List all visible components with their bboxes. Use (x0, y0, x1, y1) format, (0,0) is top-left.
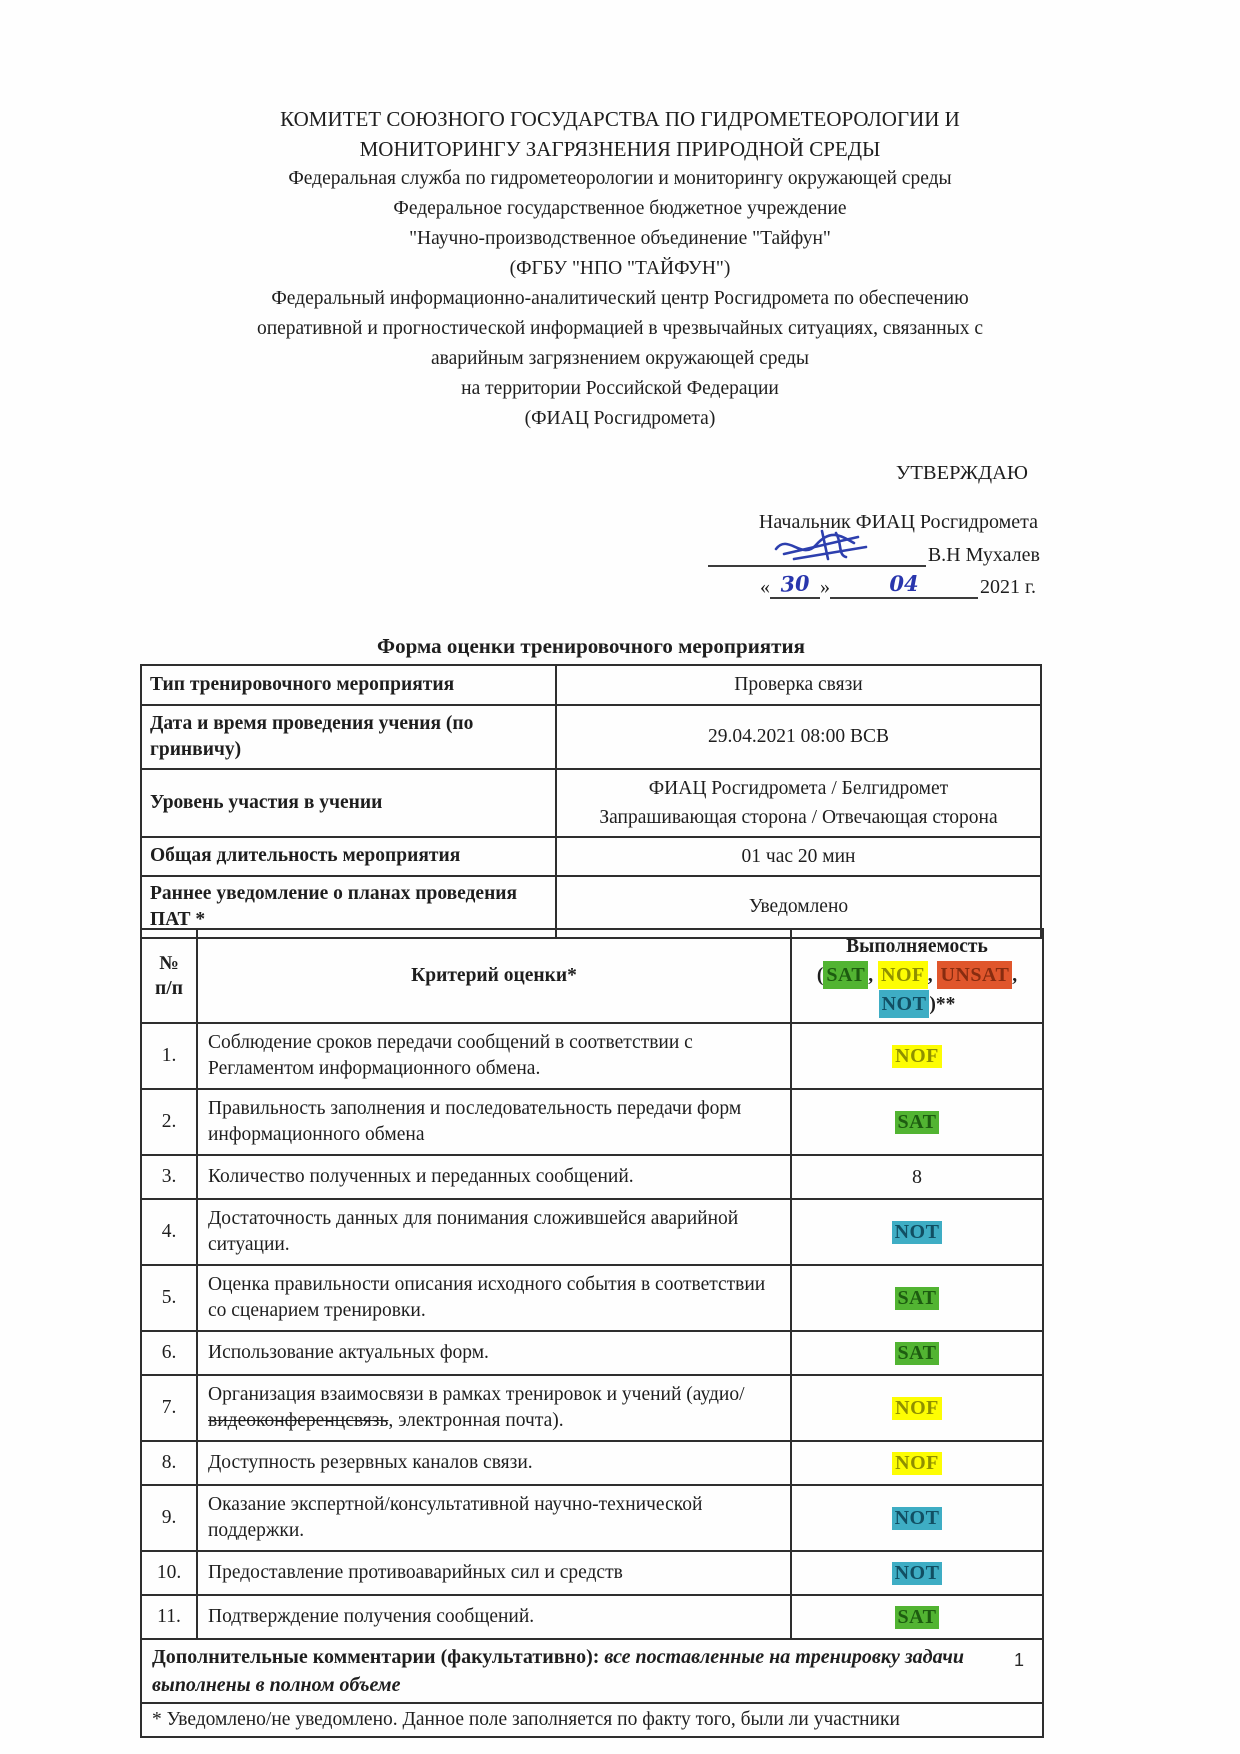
row-number: 10. (141, 1551, 197, 1595)
info-row (141, 705, 1041, 769)
info-value: 01 час 20 мин (556, 837, 1041, 876)
score-badge: NOT (892, 1507, 943, 1530)
info-value-line: ФИАЦ Росгидромета / Белгидромет (648, 777, 949, 799)
org-subline: (ФИАЦ Росгидромета) (524, 408, 716, 429)
org-subline: (ФГБУ "НПО "ТАЙФУН") (509, 258, 731, 279)
score-header-legend (793, 990, 1041, 1019)
org-subline: Федеральный информационно-аналитический центр Росгидромета по обеспечению (271, 288, 969, 309)
date-day-field (770, 571, 820, 599)
info-label: Общая длительность мероприятия (141, 837, 556, 876)
criteria-row (141, 1023, 1043, 1089)
criteria-row (141, 1375, 1043, 1441)
approval-date-row (600, 571, 1042, 599)
score-badge: SAT (895, 1342, 940, 1365)
close-quote: » (820, 576, 831, 598)
score-cell (791, 1199, 1043, 1265)
criterion-column-header: Критерий оценки* (197, 929, 791, 1023)
criterion-part: Организация взаимосвязи в рамках тренировок и учений (аудио/ (208, 1383, 745, 1405)
criterion-struck-text: видеоконференцсвязь (208, 1410, 389, 1431)
nof-legend-badge: NOF (878, 961, 928, 989)
score-cell (791, 1375, 1043, 1441)
footnote-row (141, 1703, 1043, 1737)
org-subline: Федеральное государственное бюджетное учреждение (393, 198, 847, 219)
date-year: 2021 г. (980, 576, 1036, 598)
comments-label: Дополнительные комментарии (факультативно): (152, 1646, 600, 1668)
info-value-line: Запрашивающая сторона / Отвечающая сторона (599, 807, 998, 828)
criteria-row (141, 1199, 1043, 1265)
score-value: 8 (912, 1165, 922, 1188)
score-header-legend (793, 961, 1041, 990)
num-header-line: п/п (155, 978, 183, 999)
open-quote: « (760, 576, 771, 598)
score-separator: , (868, 965, 878, 986)
signature-scribble (766, 523, 886, 567)
criteria-row (141, 1331, 1043, 1375)
info-label: Уровень участия в учении (141, 769, 556, 837)
score-cell (791, 1265, 1043, 1331)
criteria-row (141, 1089, 1043, 1155)
score-separator: , (927, 965, 938, 986)
row-number: 2. (141, 1089, 197, 1155)
criterion-text: Количество полученных и переданных сообщений. (197, 1155, 791, 1199)
approve-stamp-label: УТВЕРЖДАЮ (895, 462, 1028, 484)
sat-legend-badge: SAT (823, 961, 868, 989)
score-badge: SAT (895, 1111, 940, 1134)
comments-cell (141, 1639, 1043, 1703)
paren: ( (816, 965, 824, 986)
score-badge: NOF (892, 1397, 942, 1420)
info-value (556, 769, 1041, 837)
criteria-row (141, 1265, 1043, 1331)
criteria-row (141, 1441, 1043, 1485)
comments-text: все поставленные на тренировку задачи выполнены в полном объеме (152, 1646, 964, 1696)
score-badge: SAT (895, 1606, 940, 1629)
row-number: 7. (141, 1375, 197, 1441)
criterion-text: Оказание экспертной/консультативной научно-технической поддержки. (197, 1485, 791, 1551)
criterion-text: Оценка правильности описания исходного события в соответствии со сценарием тренировки. (197, 1265, 791, 1331)
criterion-text: Предоставление противоаварийных сил и средств (197, 1551, 791, 1595)
footnote-cell: * Уведомлено/не уведомлено. Данное поле заполняется по факту того, были ли участники (141, 1703, 1043, 1737)
row-number: 11. (141, 1595, 197, 1639)
org-subline: на территории Российской Федерации (461, 378, 779, 399)
criterion-text: Правильность заполнения и последовательность передачи форм информационного обмена (197, 1089, 791, 1155)
info-row (141, 769, 1041, 837)
org-subline: Федеральная служба по гидрометеорологии и мониторингу окружающей среды (288, 168, 952, 189)
page-number: 1 (1014, 1650, 1025, 1670)
paren: )** (929, 994, 956, 1015)
info-value: Проверка связи (556, 665, 1041, 705)
handwritten-day: 30 (779, 570, 811, 597)
criteria-header-row (141, 929, 1043, 1023)
row-number: 3. (141, 1155, 197, 1199)
score-cell (791, 1595, 1043, 1639)
score-cell (791, 1023, 1043, 1089)
comments-row (141, 1639, 1043, 1703)
row-number: 5. (141, 1265, 197, 1331)
approver-position: Начальник ФИАЦ Росгидромета (758, 511, 1038, 533)
criteria-row (141, 1155, 1043, 1199)
score-column-header (791, 929, 1043, 1023)
criterion-text: Доступность резервных каналов связи. (197, 1441, 791, 1485)
score-badge: NOT (892, 1221, 943, 1244)
score-cell (791, 1331, 1043, 1375)
criterion-text: Подтверждение получения сообщений. (197, 1595, 791, 1639)
score-header-title: Выполняемость (846, 936, 988, 957)
event-info-table (140, 664, 1042, 939)
criterion-text (197, 1375, 791, 1441)
org-letterhead (110, 104, 1130, 434)
approval-block (600, 462, 1042, 599)
org-subline: оперативной и прогностической информацией в чрезвычайных ситуациях, связанных с (256, 318, 984, 339)
criterion-part: , электронная почта). (388, 1410, 564, 1431)
score-cell (791, 1485, 1043, 1551)
criterion-text: Использование актуальных форм. (197, 1331, 791, 1375)
org-subline: аварийным загрязнением окружающей среды (431, 348, 809, 369)
row-number: 9. (141, 1485, 197, 1551)
approver-name: В.Н Мухалев (927, 544, 1040, 566)
date-month-field (830, 571, 978, 599)
info-value: Уведомлено (556, 876, 1041, 938)
handwritten-month: 04 (889, 571, 919, 596)
info-value: 29.04.2021 08:00 ВСВ (556, 705, 1041, 769)
org-name-line: КОМИТЕТ СОЮЗНОГО ГОСУДАРСТВА ПО ГИДРОМЕТЕОРОЛОГИИ И (280, 107, 960, 131)
score-badge: NOF (892, 1452, 942, 1475)
criterion-text: Соблюдение сроков передачи сообщений в соответствии с Регламентом информационного обмена. (197, 1023, 791, 1089)
score-cell (791, 1441, 1043, 1485)
score-separator: , (1012, 965, 1018, 986)
info-row (141, 837, 1041, 876)
form-title: Форма оценки тренировочного мероприятия (377, 634, 805, 658)
criteria-row (141, 1485, 1043, 1551)
signature-row (600, 535, 1042, 567)
unsat-legend-badge: UNSAT (937, 961, 1012, 989)
row-number: 6. (141, 1331, 197, 1375)
criteria-row (141, 1595, 1043, 1639)
signature-line (708, 537, 926, 567)
criterion-text: Достаточность данных для понимания сложившейся аварийной ситуации. (197, 1199, 791, 1265)
row-number: 1. (141, 1023, 197, 1089)
score-cell (791, 1155, 1043, 1199)
info-label: Раннее уведомление о планах проведения ПАТ * (141, 876, 556, 938)
row-number: 8. (141, 1441, 197, 1485)
score-badge: SAT (895, 1287, 940, 1310)
row-number: 4. (141, 1199, 197, 1265)
num-header-line: № (159, 952, 179, 974)
not-legend-badge: NOT (879, 990, 930, 1018)
score-badge: NOF (892, 1045, 942, 1068)
org-name-line: МОНИТОРИНГУ ЗАГРЯЗНЕНИЯ ПРИРОДНОЙ СРЕДЫ (359, 137, 881, 161)
num-column-header (141, 929, 197, 1023)
score-badge: NOT (892, 1562, 943, 1585)
org-subline: "Научно-производственное объединение "Тайфун" (409, 228, 831, 249)
criteria-table (140, 928, 1044, 1738)
score-cell (791, 1089, 1043, 1155)
info-label: Тип тренировочного мероприятия (141, 665, 556, 705)
info-row (141, 665, 1041, 705)
score-cell (791, 1551, 1043, 1595)
criteria-row (141, 1551, 1043, 1595)
info-label: Дата и время проведения учения (по гринвичу) (141, 705, 556, 769)
